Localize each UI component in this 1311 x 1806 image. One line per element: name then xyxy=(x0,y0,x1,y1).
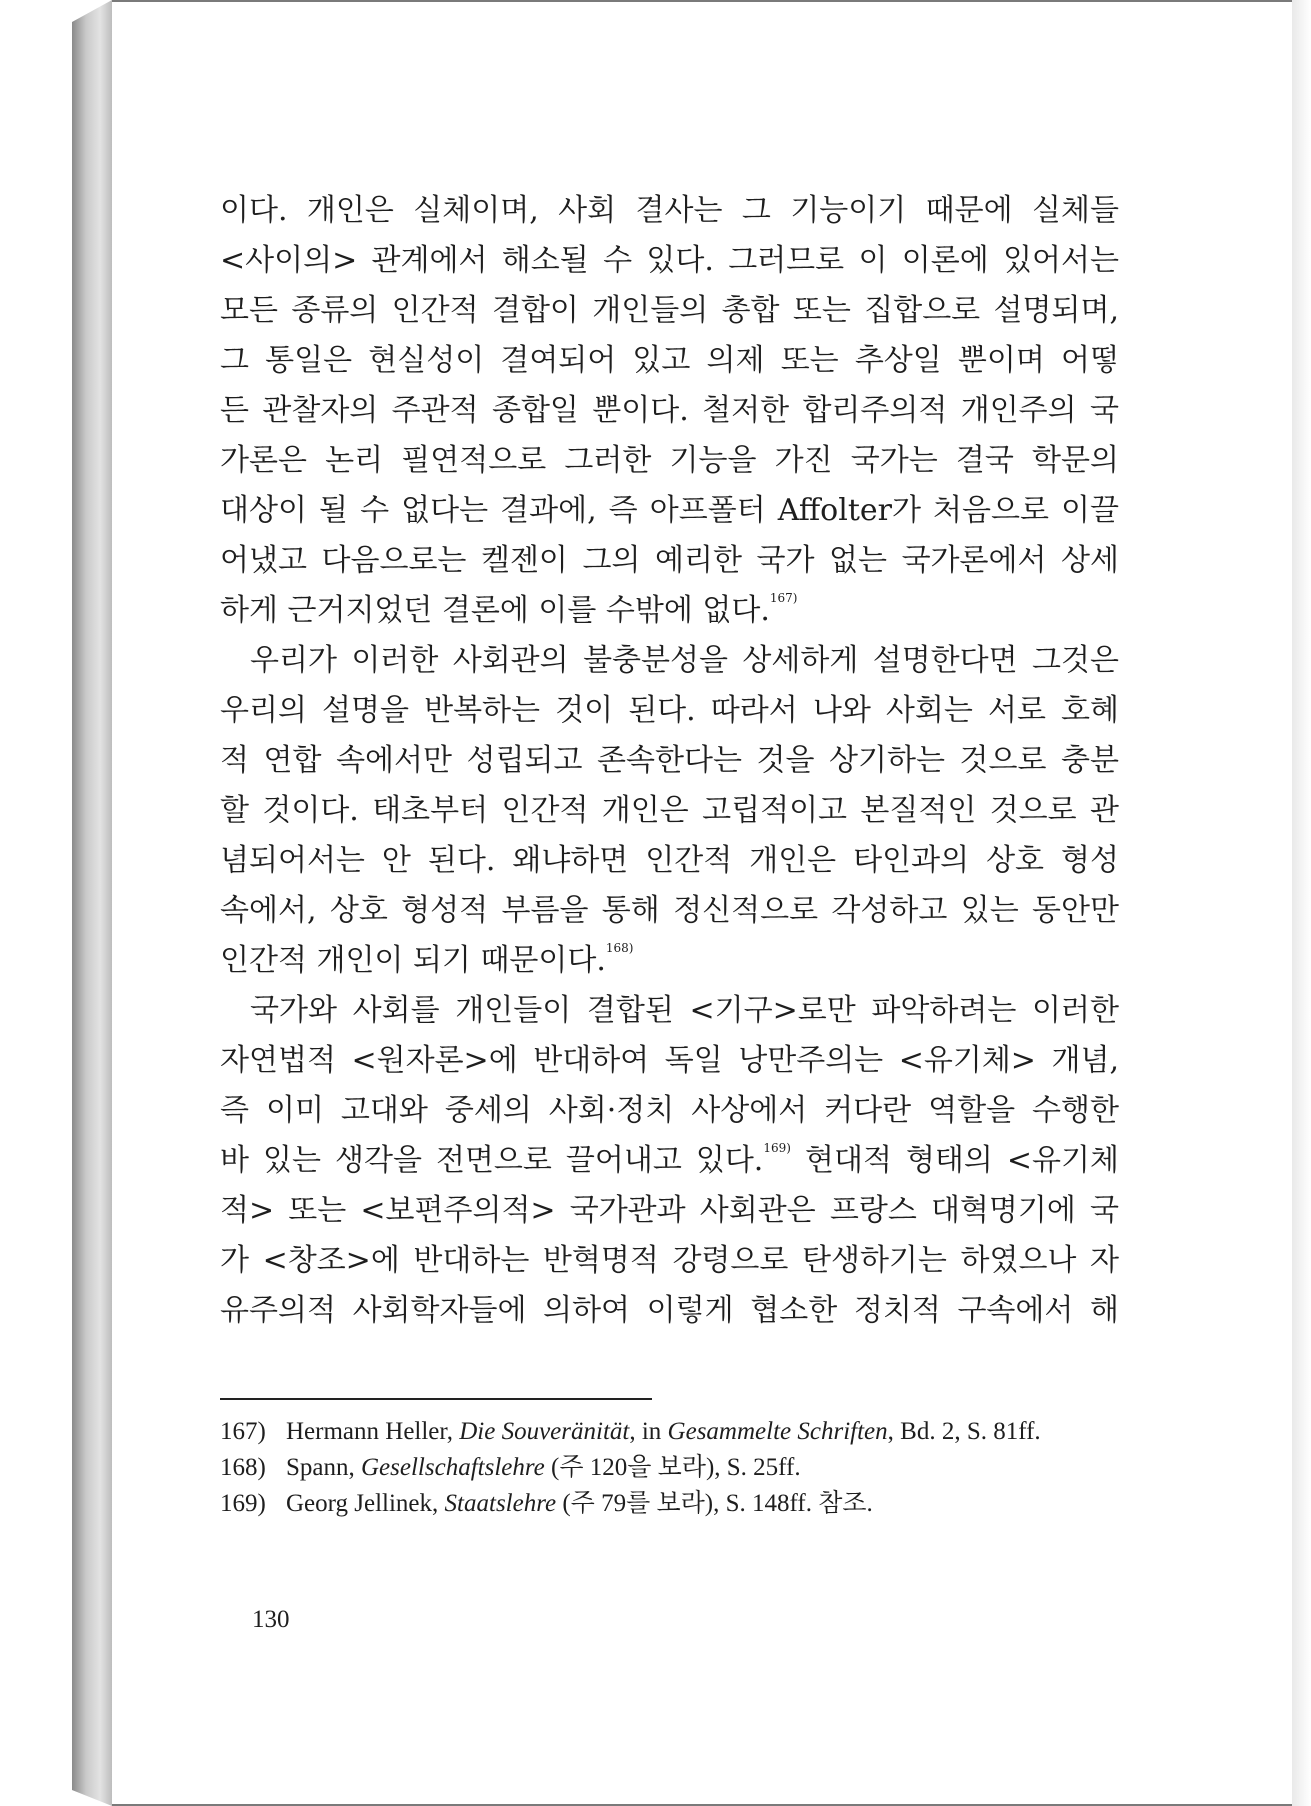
citation-text: Spann, xyxy=(286,1454,361,1481)
paragraph xyxy=(220,636,1119,986)
text-line: 우리가 이러한 사회관의 불충분성을 상세하게 설명한다면 그것은 xyxy=(250,643,1119,678)
text-line: 그 통일은 현실성이 결여되어 있고 의제 또는 추상일 뿐이며 어떻 xyxy=(220,343,1119,378)
text-line: <사이의> 관계에서 해소될 수 있다. 그러므로 이 이론에 있어서는 xyxy=(220,243,1119,278)
text-line: 모든 종류의 인간적 결합이 개인들의 총합 또는 집합으로 설명되며, xyxy=(220,293,1119,328)
text-line: 가 <창조>에 반대하는 반혁명적 강령으로 탄생하기는 하였으나 자 xyxy=(220,1243,1119,1278)
paragraph xyxy=(220,186,1119,636)
citation-title: Staatslehre xyxy=(444,1490,557,1517)
footnote-number: 168) xyxy=(220,1454,266,1481)
text-line: 든 관찰자의 주관적 종합일 뿐이다. 철저한 합리주의적 개인주의 국 xyxy=(220,393,1119,428)
footnote-number: 169) xyxy=(220,1490,266,1517)
citation-title: Die Souveränität xyxy=(459,1418,630,1445)
text-line: 우리의 설명을 반복하는 것이 된다. 따라서 나와 사회는 서로 호혜 xyxy=(220,693,1119,728)
text-line: 할 것이다. 태초부터 인간적 개인은 고립적이고 본질적인 것으로 관 xyxy=(220,793,1119,828)
footnote-ref[interactable]: 168) xyxy=(605,941,634,955)
text-line: 적 연합 속에서만 성립되고 존속한다는 것을 상기하는 것으로 충분 xyxy=(220,743,1119,778)
footnote xyxy=(220,1414,1119,1450)
citation-text: (주 79를 보라), S. 148ff. 참조. xyxy=(556,1490,873,1517)
paragraph xyxy=(220,986,1119,1336)
citation-title: Gesammelte Schriften xyxy=(667,1418,888,1445)
book-spine xyxy=(72,0,112,1806)
footnote-text xyxy=(286,1454,801,1481)
page-edge xyxy=(1292,0,1311,1806)
text-line: 대상이 될 수 없다는 결과에, 즉 아프폴터 Affolter가 처음으로 이끌 xyxy=(220,493,1119,528)
footnote xyxy=(220,1486,1119,1522)
text-line: 가론은 논리 필연적으로 그러한 기능을 가진 국가는 결국 학문의 xyxy=(220,443,1119,478)
footnote-number: 167) xyxy=(220,1418,266,1445)
footnote-ref[interactable]: 167) xyxy=(769,591,798,605)
footnote-separator xyxy=(220,1398,652,1400)
citation-title: Gesellschaftslehre xyxy=(361,1454,545,1481)
footnote-text xyxy=(286,1418,1041,1445)
citation-text: Georg Jellinek, xyxy=(286,1490,445,1517)
footnote-text xyxy=(286,1490,873,1517)
text-line: 국가와 사회를 개인들이 결합된 <기구>로만 파악하려는 이러한 xyxy=(250,993,1119,1028)
page-number: 130 xyxy=(252,1606,290,1633)
text-line: 바 있는 생각을 전면으로 끌어내고 있다.$^{169)}$ 현대적 형태의 <유기체 xyxy=(220,1141,1119,1178)
citation-text: Hermann Heller, xyxy=(286,1418,460,1445)
body-text xyxy=(220,186,1119,1336)
text-line: 적> 또는 <보편주의적> 국가관과 사회관은 프랑스 대혁명기에 국 xyxy=(220,1193,1119,1228)
text-line: 즉 이미 고대와 중세의 사회·정치 사상에서 커다란 역할을 수행한 xyxy=(220,1093,1119,1128)
text-line: 자연법적 <원자론>에 반대하여 독일 낭만주의는 <유기체> 개념, xyxy=(220,1043,1119,1078)
text-line: 유주의적 사회학자들에 의하여 이렇게 협소한 정치적 구속에서 해 xyxy=(220,1293,1119,1328)
text-fragment: 현대적 형태의 <유기체 xyxy=(790,1143,1119,1178)
footnote xyxy=(220,1450,1119,1486)
citation-text: , Bd. 2, S. 81ff. xyxy=(887,1418,1041,1445)
text-line: 이다. 개인은 실체이며, 사회 결사는 그 기능이기 때문에 실체들 xyxy=(220,193,1119,228)
text-line: 어냈고 다음으로는 켈젠이 그의 예리한 국가 없는 국가론에서 상세 xyxy=(220,543,1119,578)
citation-text: (주 120을 보라), S. 25ff. xyxy=(544,1454,801,1481)
text-line: 념되어서는 안 된다. 왜냐하면 인간적 개인은 타인과의 상호 형성 xyxy=(220,843,1119,878)
text-line: 하게 근거지었던 결론에 이를 수밖에 없다.$^{167)}$ xyxy=(220,591,798,628)
footnotes xyxy=(220,1414,1119,1522)
text-line: 인간적 개인이 되기 때문이다.$^{168)}$ xyxy=(220,941,634,978)
citation-text: , in xyxy=(629,1418,668,1445)
footnote-ref[interactable]: 169) xyxy=(763,1141,791,1155)
text-line: 속에서, 상호 형성적 부름을 통해 정신적으로 각성하고 있는 동안만 xyxy=(220,893,1119,928)
